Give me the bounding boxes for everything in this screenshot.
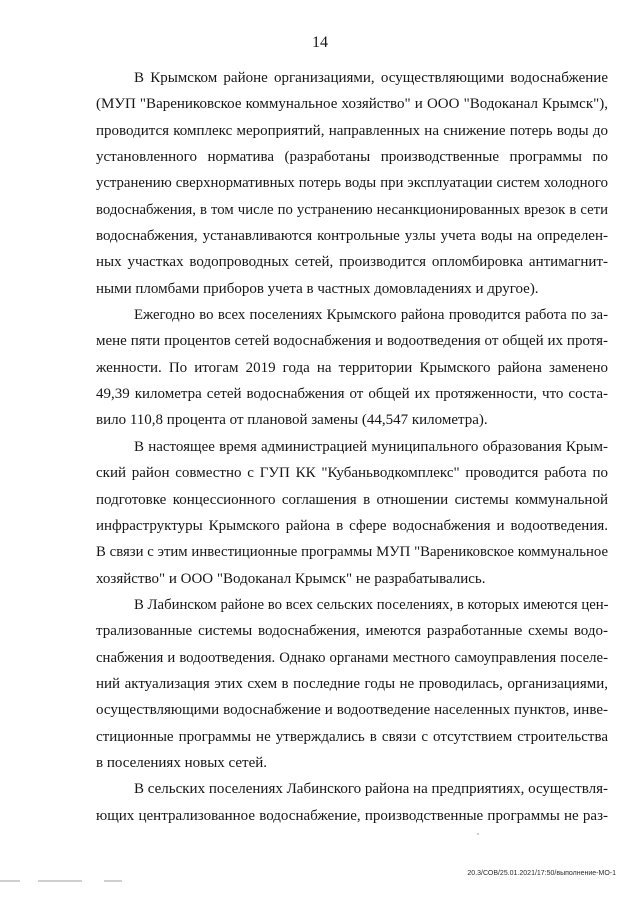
text-line: мене пяти процентов сетей водоснабжения и водоотведения от общей их протя- <box>96 333 608 350</box>
text-line: подготовке концессионного соглашения в отношении системы коммунальной <box>96 491 608 508</box>
scan-speck <box>477 833 479 835</box>
document-footer-code: 20.3/СОВ/25.01.2021/17:50/выполнение-МО-1 <box>467 870 616 877</box>
scan-edge-mark <box>0 880 20 882</box>
text-line: женности. По итогам 2019 года на территории Крымского района заменено <box>96 359 608 376</box>
text-line: (МУП "Варениковское коммунальное хозяйство" и ООО "Водоканал Крымск"), <box>96 96 608 113</box>
text-line: В Крымском районе организациями, осуществляющими водоснабжение <box>134 70 608 86</box>
text-line: ский район совместно с ГУП КК "Кубаньводкомплекс" проводится работа по <box>96 465 608 482</box>
text-line: инфраструктуры Крымского района в сфере водоснабжения и водоотведения. <box>96 517 608 534</box>
scan-edge-mark <box>38 880 82 882</box>
text-line: проводится комплекс мероприятий, направленных на снижение потерь воды до <box>96 122 608 139</box>
text-line: установленного норматива (разработаны производственные программы по <box>96 149 608 166</box>
text-line: осуществляющими водоснабжение и водоотведение населенных пунктов, инве- <box>96 702 608 719</box>
scan-edge-mark <box>104 880 122 882</box>
text-line: В Лабинском районе во всех сельских поселениях, в которых имеются цен- <box>134 596 609 613</box>
text-line: Ежегодно во всех поселениях Крымского района проводится работа по за- <box>134 307 608 324</box>
text-line: ными пломбами приборов учета в частных домовладениях и другое). <box>96 280 539 297</box>
text-line: водоснабжения, в том числе по устранению несанкционированных врезок в сети <box>96 201 608 218</box>
text-line: водоснабжения, устанавливаются контрольные узлы учета воды на определен- <box>96 228 608 245</box>
text-line: ющих централизованное водоснабжение, производственные программы не раз- <box>96 807 608 824</box>
text-line: в поселениях новых сетей. <box>96 754 268 771</box>
text-line: ных участках водопроводных сетей, производится опломбировка антимагнит- <box>96 254 608 271</box>
text-line: 49,39 километра сетей водоснабжения от общей их протяженности, что соста- <box>96 386 608 403</box>
body-text <box>96 65 608 829</box>
text-line: трализованные системы водоснабжения, имеются разработанные схемы водо- <box>96 623 608 640</box>
text-line: В сельских поселениях Лабинского района на предприятиях, осуществля- <box>134 781 608 798</box>
text-line: стиционные программы не утверждались в связи с отсутствием строительства <box>96 728 608 745</box>
page-number: 14 <box>312 34 328 51</box>
text-line: устранению сверхнормативных потерь воды при эксплуатации систем холодного <box>96 175 608 192</box>
text-line: ний актуализация этих схем в последние годы не проводилась, организациями, <box>96 675 608 692</box>
text-line: В связи с этим инвестиционные программы МУП "Варениковское коммунальное <box>96 544 608 561</box>
text-line: снабжения и водоотведения. Однако органами местного самоуправления поселе- <box>96 649 608 666</box>
text-line: В настоящее время администрацией муниципального образования Крым- <box>134 438 608 455</box>
text-line: хозяйство" и ООО "Водоканал Крымск" не разрабатывались. <box>96 570 486 587</box>
text-line: вило 110,8 процента от плановой замены (44,547 километра). <box>96 412 488 429</box>
